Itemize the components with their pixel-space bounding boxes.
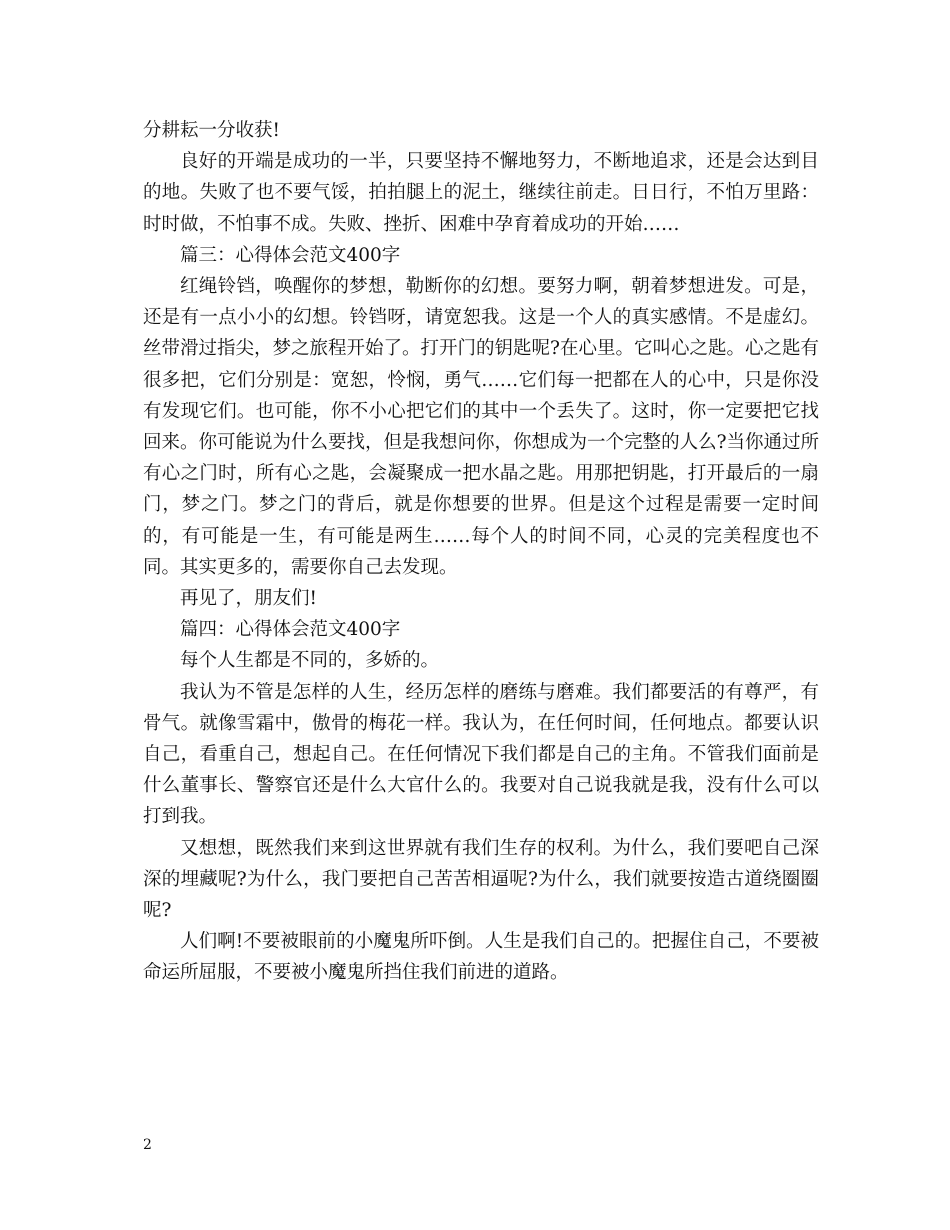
paragraph: 人们啊!不要被眼前的小魔鬼所吓倒。人生是我们自己的。把握住自己，不要被命运所屈服，不要被小魔鬼所挡住我们前进的道路。 (143, 931, 819, 984)
paragraph: 每个人生都是不同的，多娇的。 (180, 650, 440, 672)
paragraph: 我认为不管是怎样的人生，经历怎样的磨练与磨难。我们都要活的有尊严，有骨气。就像雪霜中，傲骨的梅花一样。我认为，在任何时间，任何地点。都要认识自己，看重自己，想起自己。在任何情况下我们都是自己的主角。不管我们面前是什么董事长、警察官还是什么大官什么的。我要对自己说我就是我，没有什么可以打到我。 (143, 681, 819, 828)
section-heading: 篇三：心得体会范文400字 (180, 244, 401, 266)
paragraph: 分耕耘一分收获! (143, 120, 280, 141)
paragraph: 再见了，朋友们! (180, 588, 317, 610)
paragraph: 红绳铃铛，唤醒你的梦想，勒断你的幻想。要努力啊，朝着梦想进发。可是，还是有一点小小的幻想。铃铛呀，请宽恕我。这是一个人的真实感情。不是虚幻。丝带滑过指尖，梦之旅程开始了。打开门的钥匙呢?在心里。它叫心之匙。心之匙有很多把，它们分别是：宽恕，怜悯，勇气……它们每一把都在人的心中，只是你没有发现它们。也可能，你不小心把它们的其中一个丢失了。这时，你一定要把它找回来。你可能说为什么要找，但是我想问你，你想成为一个完整的人么?当你通过所有心之门时，所有心之匙，会凝聚成一把水晶之匙。用那把钥匙，打开最后的一扇门，梦之门。梦之门的背后，就是你想要的世界。但是这个过程是需要一定时间的，有可能是一生，有可能是两生……每个人的时间不同，心灵的完美程度也不同。其实更多的，需要你自己去发现。 (143, 276, 819, 578)
page-number: 2 (143, 1137, 152, 1153)
document-body (143, 115, 819, 989)
paragraph: 又想想，既然我们来到这世界就有我们生存的权利。为什么，我们要吧自己深深的埋藏呢?为什么，我门要把自己苦苦相逼呢?为什么，我们就要按造古道绕圈圈呢? (143, 837, 819, 922)
paragraph: 良好的开端是成功的一半，只要坚持不懈地努力，不断地追求，还是会达到目的地。失败了也不要气馁，拍拍腿上的泥土，继续往前走。日日行，不怕万里路：时时做，不怕事不成。失败、挫折、困难中孕育着成功的开始…… (143, 151, 819, 235)
section-heading: 篇四：心得体会范文400字 (180, 619, 401, 641)
